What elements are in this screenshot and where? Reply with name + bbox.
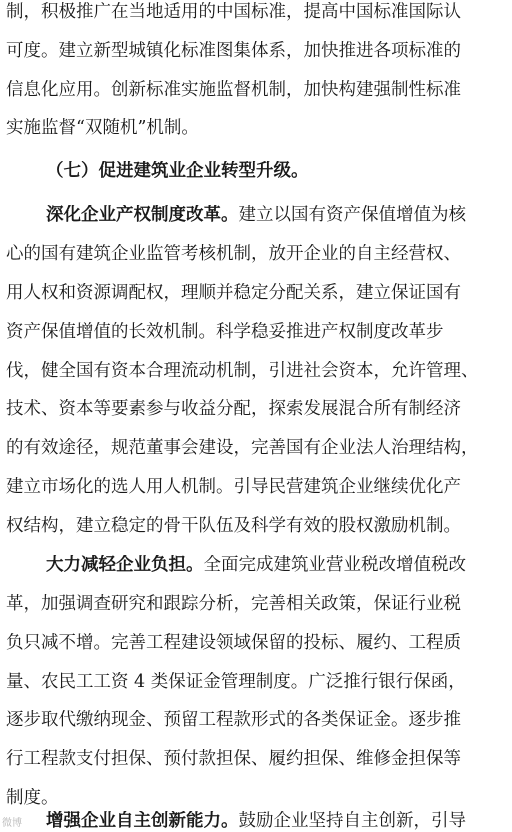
paragraph-first-line: [46, 205, 512, 225]
paragraph-text: 建立以国有资产保值增值为核: [238, 205, 466, 225]
paragraph-line: 建立市场化的选人用人机制。引导民营建筑企业继续优化产: [6, 477, 461, 497]
paragraph-line: 资产保值增值的长效机制。科学稳妥推进产权制度改革步: [6, 322, 444, 342]
paragraph-line: 革，加强调查研究和跟踪分析，完善相关政策，保证行业税: [6, 594, 461, 614]
paragraph-text: 鼓励企业坚持自主创新，引导: [238, 811, 466, 831]
paragraph-line: 制度。: [6, 788, 59, 808]
paragraph-line: 技术、资本等要素参与收益分配，探索发展混合所有制经济: [6, 399, 461, 419]
subheading-property-reform: 深化企业产权制度改革。: [46, 205, 239, 225]
paragraph-line: 可度。建立新型城镇化标准图集体系，加快推进各项标准的: [6, 41, 461, 61]
paragraph-line: 用人权和资源调配权，理顺并稳定分配关系，建立保证国有: [6, 283, 461, 303]
paragraph-text: 全面完成建筑业营业税改增值税改: [203, 555, 466, 575]
paragraph-line: 心的国有建筑企业监管考核机制，放开企业的自主经营权、: [6, 244, 461, 264]
paragraph-line: 的有效途径，规范董事会建设，完善国有企业法人治理结构，: [6, 438, 479, 458]
paragraph-line: 权结构，建立稳定的骨干队伍及科学有效的股权激励机制。: [6, 516, 461, 536]
watermark: 微博: [2, 818, 22, 829]
paragraph-line: 实施监督“双随机”机制。: [6, 118, 199, 138]
paragraph-line: 信息化应用。创新标准实施监督机制，加快构建强制性标准: [6, 80, 461, 100]
paragraph-first-line: [46, 811, 512, 831]
paragraph-line: 行工程款支付担保、预付款担保、履约担保、维修金担保等: [6, 749, 461, 769]
paragraph-line: 制，积极推广在当地适用的中国标准，提高中国标准国际认: [6, 2, 461, 22]
paragraph-line: 逐步取代缴纳现金、预留工程款形式的各类保证金。逐步推: [6, 710, 461, 730]
subheading-reduce-burden: 大力减轻企业负担。: [46, 555, 204, 575]
paragraph-line: 负只减不增。完善工程建设领域保留的投标、履约、工程质: [6, 633, 461, 653]
paragraph-line: 量、农民工工资 4 类保证金管理制度。广泛推行银行保函，: [6, 672, 466, 692]
paragraph-line: 伐，健全国有资本合理流动机制，引进社会资本，允许管理、: [6, 361, 479, 381]
section-heading: （七）促进建筑业企业转型升级。: [46, 161, 309, 181]
subheading-innovation: 增强企业自主创新能力。: [46, 811, 239, 831]
paragraph-first-line: [46, 555, 512, 575]
